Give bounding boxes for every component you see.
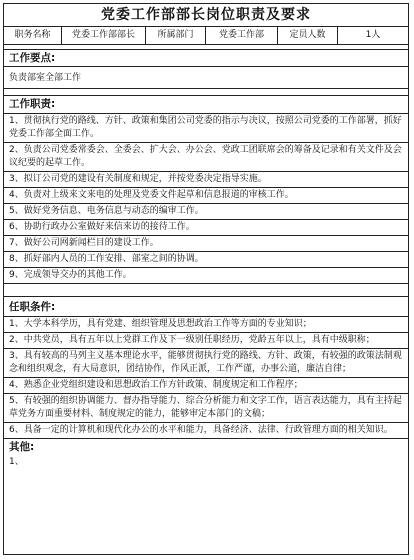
requirement-item: 3、具有较高的马列主义基本理论水平，能够贯彻执行党的路线、方针、政策，有较强的政策法制观念和组织观念，有大局意识，团结协作，作风正派，工作严谨，办事公道，廉洁自律；: [4, 349, 408, 378]
meta-row: [4, 27, 408, 45]
staff-label: 定员人数: [278, 27, 338, 44]
duty-item: 1、贯彻执行党的路线、方针、政策和集团公司党委的指示与决议，按照公司党委的工作部署，抓好党委工作部全面工作。: [4, 114, 408, 143]
requirement-item: 2、中共党员，具有五年以上党群工作及下一级别任职经历，党龄五年以上，具有中级职称；: [4, 333, 408, 349]
requirement-item: 4、熟悉企业党组织建设和思想政治工作方针政策、制度规定和工作程序；: [4, 378, 408, 394]
spacer: [4, 284, 408, 297]
duty-item: 2、负责公司党委常委会、全委会、扩大会、办公会、党政工团联席会的筹备及记录和有关文件及会议纪要的起草工作。: [4, 143, 408, 172]
page-title: 党委工作部部长岗位职责及要求: [4, 4, 408, 27]
duty-item: 3、拟订公司党的建设有关制度和规定，并按党委决定指导实施。: [4, 172, 408, 188]
staff-value: 1人: [365, 30, 381, 40]
requirement-item: 1、大学本科学历，具有党建、组织管理及思想政治工作等方面的专业知识；: [4, 317, 408, 333]
other-heading: 其他:: [9, 441, 35, 453]
dept-label: 所属部门: [146, 27, 206, 44]
duty-item: 6、协助行政办公室做好来信来访的接待工作。: [4, 220, 408, 236]
dept-value: 党委工作部: [206, 27, 278, 44]
position-value: 党委工作部部长: [62, 27, 146, 44]
position-label: 职务名称: [4, 27, 62, 44]
key-points-text: 负责部室全部工作: [4, 67, 408, 89]
requirement-item: 5、有较强的组织协调能力、督办指导能力、综合分析能力和文字工作，语言表达能力，具有主持起草党务方面重要材料、制度规定的能力，能够审定本部门的文稿；: [4, 394, 408, 423]
job-description-sheet: [3, 3, 409, 555]
duty-item: 7、做好公司网新闻栏目的建设工作。: [4, 236, 408, 252]
key-points-heading: 工作要点:: [4, 50, 408, 67]
duty-item: 5、做好党务信息、电务信息与动态的编审工作。: [4, 204, 408, 220]
duty-item: 9、完成领导交办的其他工作。: [4, 268, 408, 284]
duty-item: 4、负责对上级来文来电的处理及党委文件起草和信息报道的审核工作。: [4, 188, 408, 204]
requirement-item: 6、具备一定的计算机和现代化办公的水平和能力，具备经济、法律、行政管理方面的相关知识。: [4, 423, 408, 439]
spacer: [4, 89, 408, 96]
requirements-heading: 任职条件:: [4, 297, 408, 317]
duty-item: 8、抓好部内人员的工作安排、部室之间的协调。: [4, 252, 408, 268]
duties-heading: 工作职责:: [4, 96, 408, 114]
other-item: 1、: [9, 457, 24, 467]
